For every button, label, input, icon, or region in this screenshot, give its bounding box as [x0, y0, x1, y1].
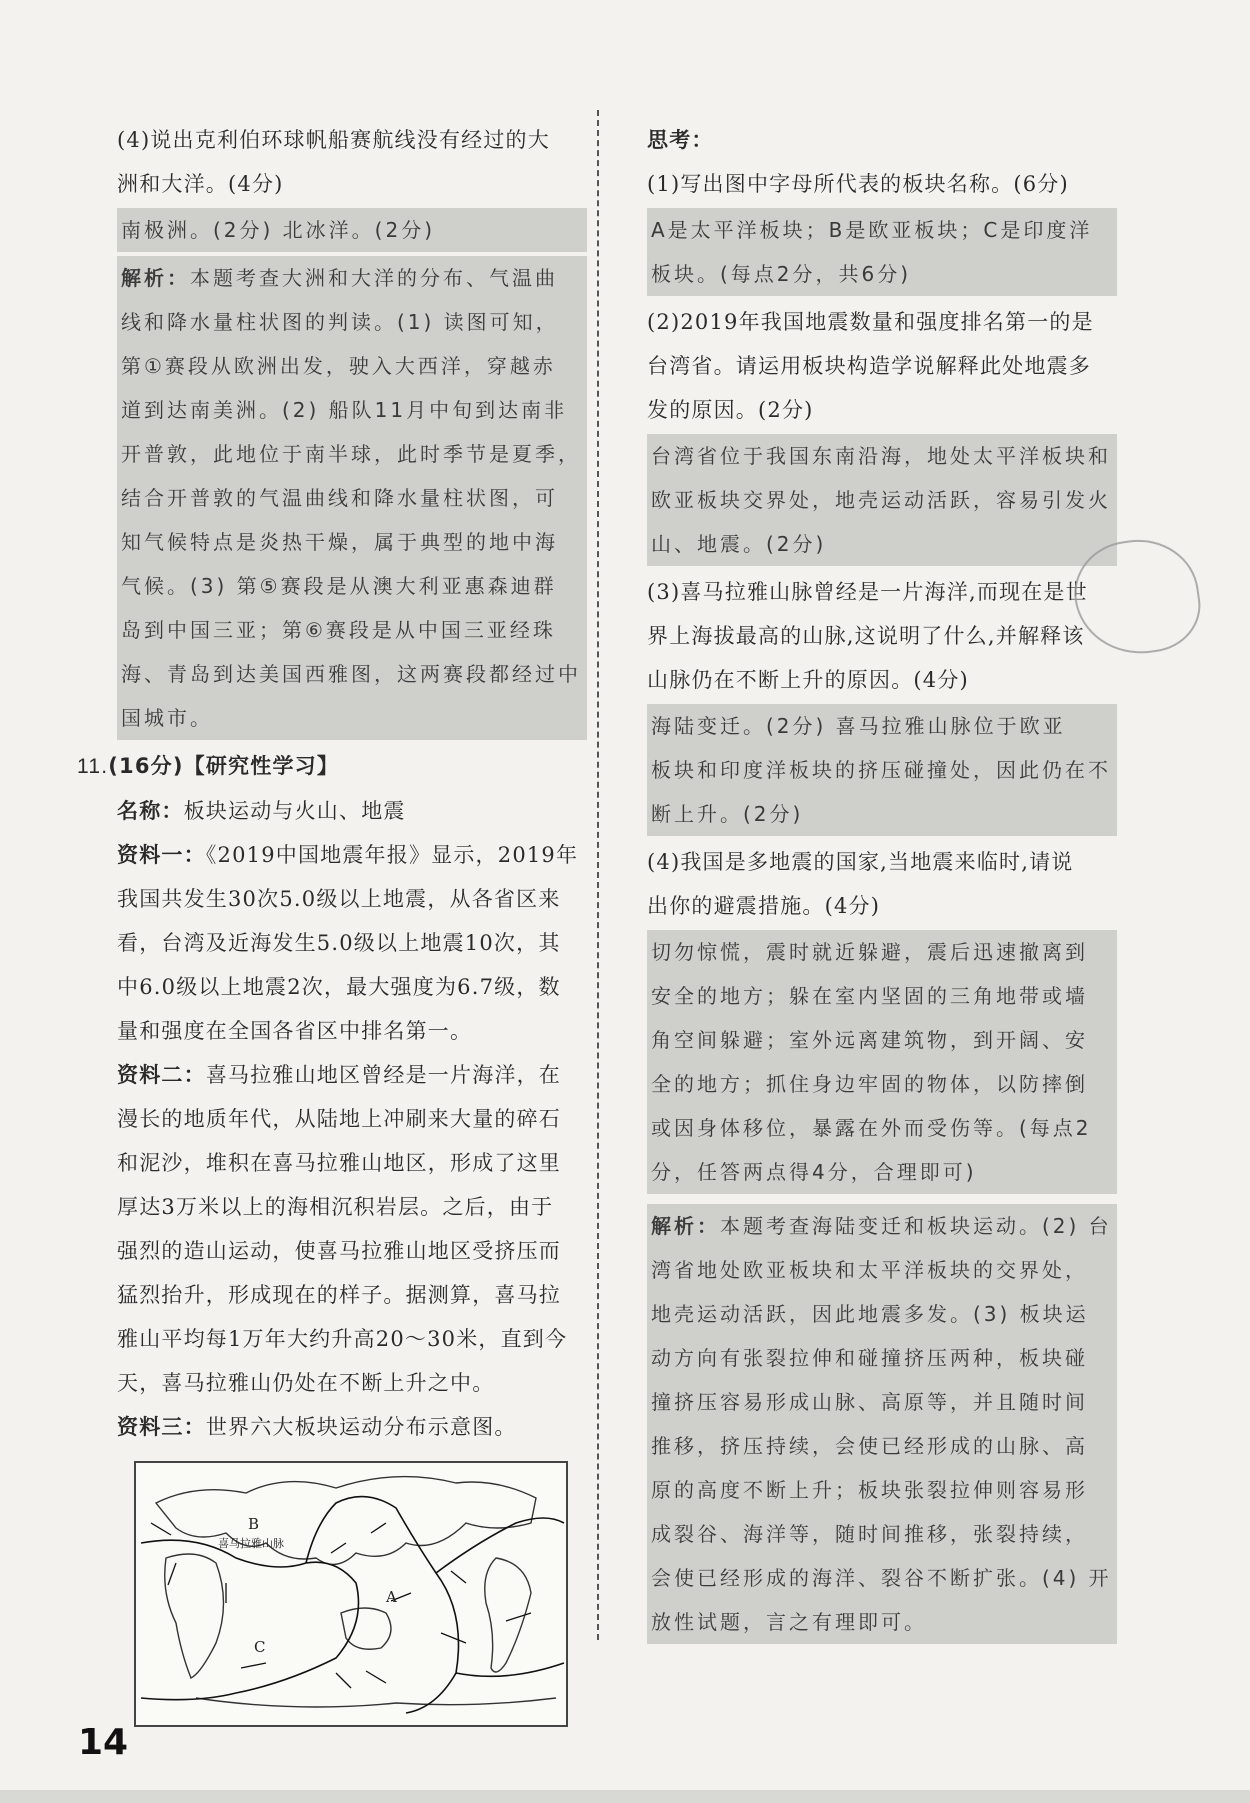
analysis-block — [117, 256, 587, 740]
analysis-label: 解析： — [651, 1214, 720, 1238]
analysis-line: 海、青岛到达美国西雅图，这两赛段都经过中 — [121, 662, 581, 686]
answer-block — [647, 208, 1117, 296]
analysis-line: 开普敦，此地位于南半球，此时季节是夏季， — [121, 442, 581, 466]
analysis-line: 解析：本题考查海陆变迁和板块运动。(2) 台 — [651, 1214, 1112, 1238]
answer-line: 切勿惊慌，震时就近躲避，震后迅速撤离到 — [651, 940, 1088, 964]
question-11 — [77, 744, 587, 789]
question-4-text — [117, 118, 587, 206]
question-line: (1)写出图中字母所代表的板块名称。(6分) — [647, 172, 1069, 196]
analysis-line: 放性试题，言之有理即可。 — [651, 1610, 927, 1634]
analysis-line: 地壳运动活跃，因此地震多发。(3) 板块运 — [651, 1302, 1089, 1326]
answer-line: 海陆变迁。(2分) 喜马拉雅山脉位于欧亚 — [651, 714, 1066, 738]
page-number: 14 — [78, 1722, 129, 1763]
answer-line: 安全的地方；躲在室内坚固的三角地带或墙 — [651, 984, 1088, 1008]
analysis-line: 推移，挤压持续，会使已经形成的山脉、高 — [651, 1434, 1088, 1458]
text-line: 量和强度在全国各省区中排名第一。 — [117, 1019, 473, 1043]
analysis-line: 动方向有张裂拉伸和碰撞挤压两种，板块碰 — [651, 1346, 1088, 1370]
answer-line: 角空间躲避；室外远离建筑物，到开阔、安 — [651, 1028, 1088, 1052]
answer-line: 板块和印度洋板块的挤压碰撞处，因此仍在不 — [651, 758, 1111, 782]
text-line: 厚达3万米以上的海相沉积岩层。之后，由于 — [117, 1195, 554, 1219]
map-label-a: A — [386, 1588, 397, 1606]
answer-block — [647, 434, 1117, 566]
text-line: 和泥沙，堆积在喜马拉雅山地区，形成了这里 — [117, 1151, 561, 1175]
analysis-line: 气候。(3) 第⑤赛段是从澳大利亚惠森迪群 — [121, 574, 557, 598]
analysis-label: 解析： — [121, 266, 190, 290]
text-line: 天，喜马拉雅山仍处在不断上升之中。 — [117, 1371, 495, 1395]
answer-line: 或因身体移位，暴露在外而受伤等。(每点2 — [651, 1116, 1092, 1140]
text-line: 雅山平均每1万年大约升高20～30米，直到今 — [117, 1327, 568, 1351]
plate-map-drawing — [136, 1463, 566, 1725]
analysis-line: 成裂谷、海洋等，随时间推移，张裂持续， — [651, 1522, 1088, 1546]
analysis-line: 湾省地处欧亚板块和太平洋板块的交界处， — [651, 1258, 1088, 1282]
answer-line: 山、地震。(2分) — [651, 532, 827, 556]
answer-line: 南极洲。(2分) 北冰洋。(2分) — [121, 218, 436, 242]
answer-block — [647, 704, 1117, 836]
plate-map — [134, 1461, 568, 1727]
question-line: (4)我国是多地震的国家,当地震来临时,请说 — [647, 850, 1074, 874]
think-heading: 思考： — [647, 128, 714, 152]
question-line: 发的原因。(2分) — [647, 398, 814, 422]
text-line: 洲和大洋。(4分) — [117, 172, 284, 196]
question-line: (3)喜马拉雅山脉曾经是一片海洋,而现在是世 — [647, 580, 1088, 604]
answer-block — [647, 930, 1117, 1194]
text-line: 中6.0级以上地震2次，最大强度为6.7级，数 — [117, 975, 561, 999]
question-11-body: 名称：板块运动与火山、地震 资料一：《2019中国地震年报》显示，2019年 我国共发生30次5.0级以上地震，从各省区来 看，台湾及近海发生5.0级以上地震10次，其 中6.0级以上地震2次，最大强度为6.7级，数 量和强度在全国各省区中排名第一。 资料二：喜马拉雅山地区曾经是一片海洋，在 漫长的地质年代，从陆地上冲刷来大量的碎石 和泥沙，堆积在喜马拉雅山地区，形成了这里 厚达3万米以上的海相沉积岩层。之后，由于 强烈的造山运动，使喜马拉雅山地区受挤压而 猛烈抬升，形成现在的样子。据测算，喜马拉 雅山平均每1万年大约升高20～30米，直到今 天，喜马拉雅山仍处在不断上升之中。 资料三：世界六大板块运动分布示意图。 — [117, 789, 587, 1449]
right-column — [647, 118, 1117, 1648]
material-1-label: 资料一： — [117, 843, 206, 867]
left-column — [77, 118, 587, 1727]
map-label-b: B — [248, 1515, 260, 1533]
answer-line: 断上升。(2分) — [651, 802, 804, 826]
question-line: 界上海拔最高的山脉,这说明了什么,并解释该 — [647, 624, 1085, 648]
analysis-line: 线和降水量柱状图的判读。(1) 读图可知， — [121, 310, 559, 334]
text-line: (4)说出克利伯环球帆船赛航线没有经过的大 — [117, 128, 550, 152]
question-line: 出你的避震措施。(4分) — [647, 894, 881, 918]
analysis-line: 第①赛段从欧洲出发，驶入大西洋，穿越赤 — [121, 354, 556, 378]
material-3-label: 资料三： — [117, 1415, 206, 1439]
question-line: (2)2019年我国地震数量和强度排名第一的是 — [647, 310, 1094, 334]
analysis-line: 道到达南美洲。(2) 船队11月中旬到达南非 — [121, 398, 568, 422]
question-11-header: 11.(16分)【研究性学习】 — [77, 754, 340, 778]
column-divider — [597, 110, 599, 1640]
map-label-himalaya: 喜马拉雅山脉 — [218, 1537, 284, 1550]
answer-line: 板块。(每点2分，共6分) — [651, 262, 912, 286]
question-line: 台湾省。请运用板块构造学说解释此处地震多 — [647, 354, 1091, 378]
text-line: 猛烈抬升，形成现在的样子。据测算，喜马拉 — [117, 1283, 561, 1307]
analysis-line: 知气候特点是炎热干燥，属于典型的地中海 — [121, 530, 558, 554]
answer-line: 欧亚板块交界处，地壳运动活跃，容易引发火 — [651, 488, 1111, 512]
answer-line: 台湾省位于我国东南沿海，地处太平洋板块和 — [651, 444, 1111, 468]
answer-line: 分，任答两点得4分，合理即可) — [651, 1160, 977, 1184]
analysis-line: 国城市。 — [121, 706, 213, 730]
answer-block — [117, 208, 587, 252]
text-line: 看，台湾及近海发生5.0级以上地震10次，其 — [117, 931, 561, 955]
analysis-line: 解析：本题考查大洲和大洋的分布、气温曲 — [121, 266, 558, 290]
name-label: 名称： — [117, 799, 184, 823]
map-label-c: C — [254, 1638, 266, 1656]
topic-name: 板块运动与火山、地震 — [183, 799, 406, 823]
analysis-line: 结合开普敦的气温曲线和降水量柱状图，可 — [121, 486, 558, 510]
answer-line: 全的地方；抓住身边牢固的物体，以防摔倒 — [651, 1072, 1088, 1096]
analysis-block — [647, 1204, 1117, 1644]
text-line: 我国共发生30次5.0级以上地震，从各省区来 — [117, 887, 561, 911]
answer-line: A是太平洋板块；B是欧亚板块；C是印度洋 — [651, 218, 1093, 242]
analysis-line: 原的高度不断上升；板块张裂拉伸则容易形 — [651, 1478, 1088, 1502]
question-line: 山脉仍在不断上升的原因。(4分) — [647, 668, 969, 692]
analysis-line: 撞挤压容易形成山脉、高原等，并且随时间 — [651, 1390, 1088, 1414]
analysis-line: 岛到中国三亚；第⑥赛段是从中国三亚经珠 — [121, 618, 556, 642]
text-line: 强烈的造山运动，使喜马拉雅山地区受挤压而 — [117, 1239, 561, 1263]
bottom-edge — [0, 1790, 1250, 1803]
analysis-line: 会使已经形成的海洋、裂谷不断扩张。(4) 开 — [651, 1566, 1112, 1590]
text-line: 漫长的地质年代，从陆地上冲刷来大量的碎石 — [117, 1107, 561, 1131]
material-2-label: 资料二： — [117, 1063, 206, 1087]
